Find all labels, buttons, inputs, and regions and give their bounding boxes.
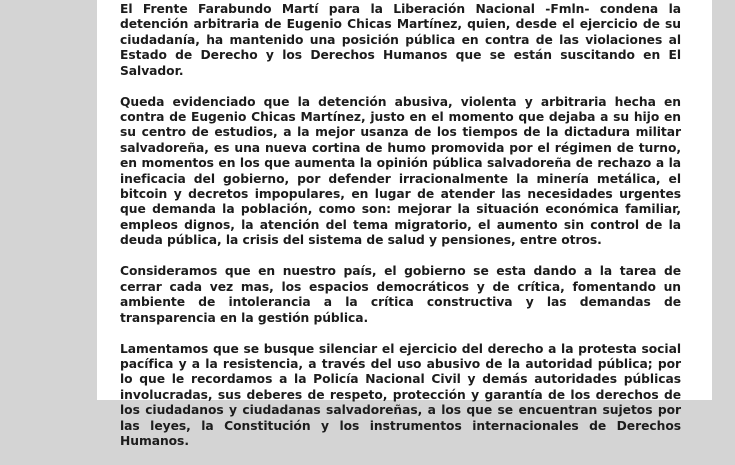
paragraph-evidence: Queda evidenciado que la detención abusiva, violenta y arbitraria hecha en contra de Eugenio Chicas Martínez, justo en el momento que dejaba a su hijo en su centro de estudios, a la mejor usanza de los tiempos de la dictadura militar salvadoreña, es una nueva cortina de humo promovida por el régimen de turno, en momentos en los que aumenta la opinión pública salvadoreña de rechazo a la ineficacia del gobierno, por defender irracionalmente la minería metálica, el bitcoin y decretos impopulares, en lugar de atender las necesidades urgentes que demanda la población, como son: mejorar la situación económica familiar, empleos dignos, la atención del tema migratorio, el aumento sin control de la deuda pública, la crisis del sistema de salud y pensiones, entre otros. — [120, 94, 681, 248]
paragraph-democratic-spaces: Consideramos que en nuestro país, el gobierno se esta dando a la tarea de cerrar cada vez mas, los espacios democráticos y de crítica, fomentando un ambiente de intolerancia a la crítica constructiva y las demandas de transparencia en la gestión pública. — [120, 264, 681, 325]
statement-body — [120, 0, 681, 465]
document-page — [97, 0, 712, 448]
paragraph-condemnation: El Frente Farabundo Martí para la Liberación Nacional -Fmln- condena la detención arbitraria de Eugenio Chicas Martínez, quien, desde el ejercicio de su ciudadanía, ha mantenido una posición pública en contra de las violaciones al Estado de Derecho y los Derechos Humanos que se están suscitando en El Salvador. — [120, 2, 681, 78]
paragraph-protest-rights: Lamentamos que se busque silenciar el ejercicio del derecho a la protesta social pacífica y a la resistencia, a través del uso abusivo de la autoridad pública; por lo que le recordamos a la Policía Nacional Civil y demás autoridades públicas involucradas, sus deberes de respeto, protección y garantía de los derechos de los ciudadanos y ciudadanas salvadoreñas, a los que se encuentran sujetos por las leyes, la Constitución y los instrumentos internacionales de Derechos Humanos. — [120, 341, 681, 448]
